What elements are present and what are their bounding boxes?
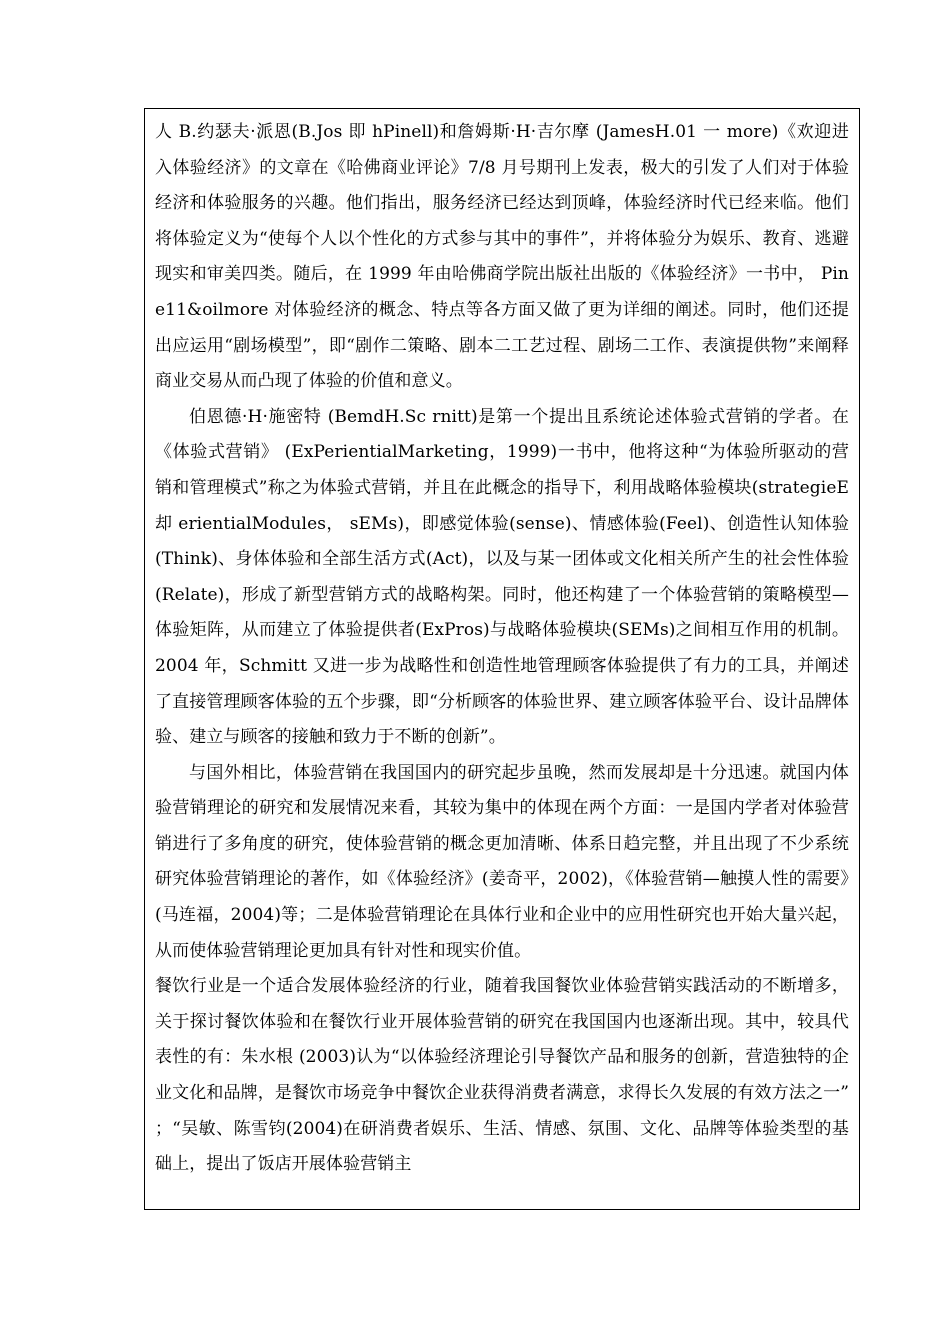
page-frame [144, 108, 860, 1210]
paragraph-2: 伯恩德·H·施密特 (BemdH.Sc rnitt)是第一个提出且系统论述体验式营销的学者。在《体验式营销》 (ExPerientialMarketing，1999)一书中，他将这种“为体验所驱动的营销和管理模式”称之为体验式营销，并且在此概念的指导下，利用战略体验模块(strategieE 却 erientialModules， sEMs)，即感觉体验(sense)、情感体验(Feel)、创造性认知体验(Think)、身体体验和全部生活方式(Act)，以及与某一团体或文化相关所产生的社会性体验(Relate)，形成了新型营销方式的战略构架。同时，他还构建了一个体验营销的策略模型—体验矩阵，从而建立了体验提供者(ExPros)与战略体验模块(SEMs)之间相互作用的机制。2004 年，Schmitt 又进一步为战略性和创造性地管理顾客体验提供了有力的工具，并阐述了直接管理顾客体验的五个步骤，即“分析顾客的体验世界、建立顾客体验平台、设计品牌体验、建立与顾客的接触和致力于不断的创新”。 [155, 406, 849, 748]
paragraph-3: 与国外相比，体验营销在我国国内的研究起步虽晚，然而发展却是十分迅速。就国内体验营销理论的研究和发展情况来看，其较为集中的体现在两个方面：一是国内学者对体验营销进行了多角度的研究，使体验营销的概念更加清晰、体系日趋完整，并且出现了不少系统研究体验营销理论的著作，如《体验经济》(姜奇平，2002)，《体验营销—触摸人性的需要》(马连福，2004)等；二是体验营销理论在具体行业和企业中的应用性研究也开始大量兴起，从而使体验营销理论更加具有针对性和现实价值。 [155, 762, 849, 961]
paragraph-4: 餐饮行业是一个适合发展体验经济的行业，随着我国餐饮业体验营销实践活动的不断增多，关于探讨餐饮体验和在餐饮行业开展体验营销的研究在我国国内也逐渐出现。其中，较具代表性的有：朱水根 (2003)认为“以体验经济理论引导餐饮产品和服务的创新，营造独特的企业文化和品牌，是餐饮市场竞争中餐饮企业获得消费者满意，求得长久发展的有效方法之一” ；“吴敏、陈雪钧(2004)在研消费者娱乐、生活、情感、氛围、文化、品牌等体验类型的基础上，提出了饭店开展体验营销主 [155, 976, 849, 1175]
paragraph-1: 人 B.约瑟夫·派恩(B.Jos 即 hPinell)和詹姆斯·H·吉尔摩 (JamesH.01 一 more)《欢迎进入体验经济》的文章在《哈佛商业评论》7/8 月号期刊上发表，极大的引发了人们对于体验经济和体验服务的兴趣。他们指出，服务经济已经达到顶峰，体验经济时代已经来临。他们将体验定义为“使每个人以个性化的方式参与其中的事件”，并将体验分为娱乐、教育、逃避现实和审美四类。随后，在 1999 年由哈佛商学院出版社出版的《体验经济》一书中， Pine11&oilmore 对体验经济的概念、特点等各方面又做了更为详细的阐述。同时，他们还提出应运用“剧场模型”，即“剧作二策略、剧本二工艺过程、剧场二工作、表演提供物”来阐释商业交易从而凸现了体验的价值和意义。 [155, 122, 849, 392]
